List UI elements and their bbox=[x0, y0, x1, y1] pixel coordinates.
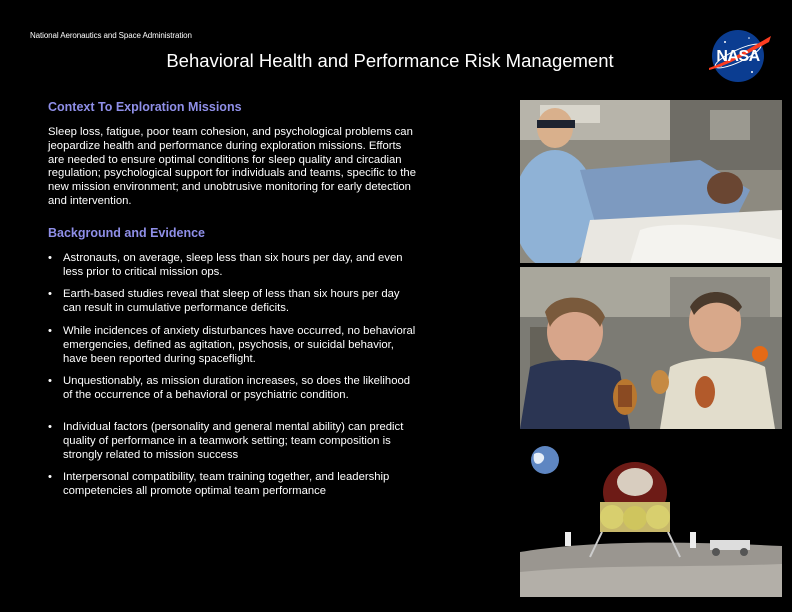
list-item: • Interpersonal compatibility, team training together, and leadership competencies all promote optimal team performance bbox=[48, 471, 420, 499]
lunar-lander-photo bbox=[520, 432, 782, 597]
sleeping-astronauts-photo bbox=[520, 100, 782, 263]
crew-meal-photo bbox=[520, 267, 782, 429]
list-item: • Individual factors (personality and general mental ability) can predict quality of performance in a teamwork setting; team composition is strongly related to mission success bbox=[48, 421, 420, 462]
nasa-logo-text: NASA bbox=[716, 48, 760, 65]
list-item: • Earth-based studies reveal that sleep of less than six hours per day can result in cumulative performance deficits. bbox=[48, 288, 420, 316]
list-item: • Unquestionably, as mission duration increases, so does the likelihood of the occurrence of a behavioral or psychiatric condition. bbox=[48, 375, 420, 403]
page-title: Behavioral Health and Performance Risk Management bbox=[166, 50, 614, 71]
agency-name: National Aeronautics and Space Administration bbox=[30, 31, 192, 40]
list-item: • Astronauts, on average, sleep less than six hours per day, and even less prior to critical mission ops. bbox=[48, 252, 420, 280]
list-item: • While incidences of anxiety disturbances have occurred, no behavioral emergencies, defined as agitation, psychosis, or suicidal behavior, have been reported during spaceflight. bbox=[48, 325, 420, 366]
evidence-list bbox=[48, 252, 420, 499]
context-paragraph: Sleep loss, fatigue, poor team cohesion, and psychological problems can jeopardize health and performance during exploration missions. Efforts are needed to ensure optimal conditions for sleep quality and circadian regulation; psychological support for individuals and teams, specific to the new mission environment; and unobtrusive monitoring for early detection and intervention. bbox=[48, 126, 416, 207]
main-content bbox=[48, 100, 420, 508]
context-heading: Context To Exploration Missions bbox=[48, 100, 242, 114]
nasa-logo-icon bbox=[707, 28, 773, 84]
background-heading: Background and Evidence bbox=[48, 225, 205, 240]
